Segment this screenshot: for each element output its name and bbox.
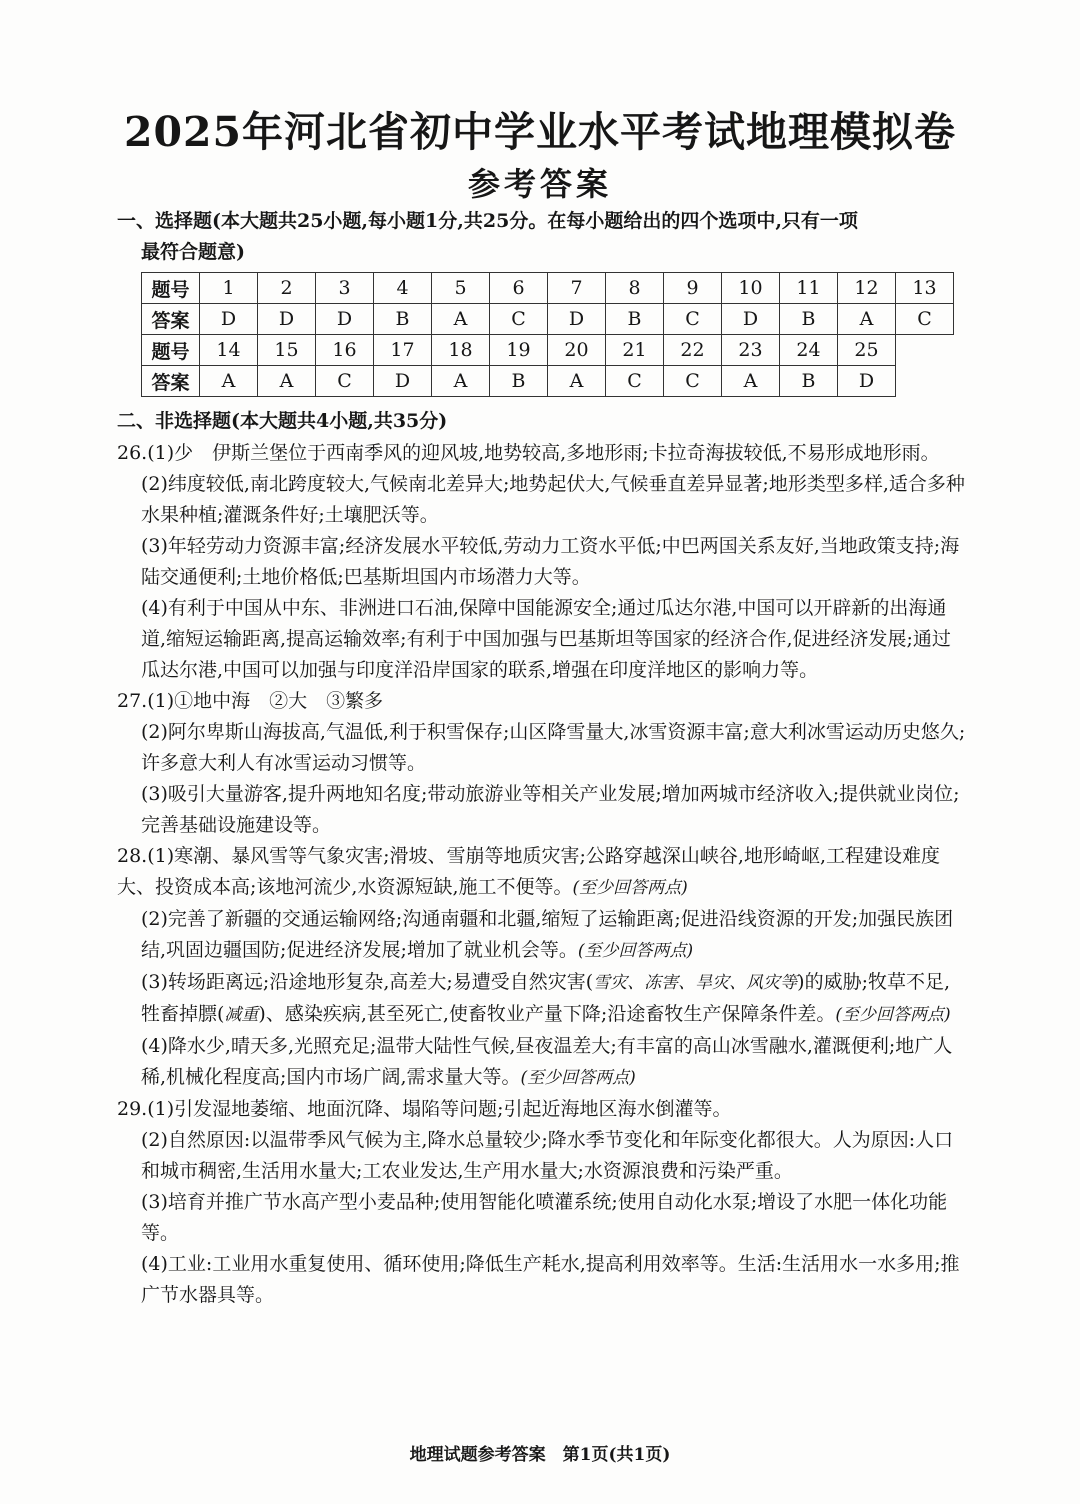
answer-text: )、感染疾病,甚至死亡,使畜牧业产量下降;沿途畜牧生产保障条件差。 xyxy=(258,1003,836,1025)
answer-note: (至少回答两点) xyxy=(520,1068,636,1088)
table-cell: 21 xyxy=(606,335,664,366)
table-cell: 12 xyxy=(838,273,896,304)
table-header-cell: 答案 xyxy=(142,304,200,335)
answer-note: 雪灾、冻害、旱灾、风灾等 xyxy=(593,973,798,993)
question-number: 28. xyxy=(117,845,148,867)
table-row-a1 xyxy=(142,304,954,335)
section-1-heading xyxy=(117,206,967,268)
table-cell: 23 xyxy=(722,335,780,366)
table-cell: A xyxy=(200,366,258,397)
table-cell: C xyxy=(664,366,722,397)
table-cell: C xyxy=(490,304,548,335)
table-cell: 16 xyxy=(316,335,374,366)
table-cell: D xyxy=(548,304,606,335)
table-cell: 4 xyxy=(374,273,432,304)
section-1-heading-line1: 一、选择题(本大题共25小题,每小题1分,共25分。在每小题给出的四个选项中,只有一项 xyxy=(117,210,858,232)
table-cell: C xyxy=(316,366,374,397)
table-cell: A xyxy=(548,366,606,397)
page-title: 2025年河北省初中学业水平考试地理模拟卷 xyxy=(123,108,957,156)
table-header-cell: 答案 xyxy=(142,366,200,397)
page-footer: 地理试题参考答案 第1页(共1页) xyxy=(409,1445,671,1465)
table-cell: B xyxy=(606,304,664,335)
section-1-heading-line2: 最符合题意) xyxy=(141,241,245,263)
table-cell: D xyxy=(316,304,374,335)
table-cell: D xyxy=(374,366,432,397)
table-cell: 5 xyxy=(432,273,490,304)
table-cell: 3 xyxy=(316,273,374,304)
answers-content xyxy=(117,438,967,1311)
question-26 xyxy=(117,438,967,686)
table-cell: B xyxy=(374,304,432,335)
table-cell: 11 xyxy=(780,273,838,304)
table-cell: 14 xyxy=(200,335,258,366)
question-number: 26. xyxy=(117,442,148,464)
table-cell: 2 xyxy=(258,273,316,304)
section-2-heading: 二、非选择题(本大题共4小题,共35分) xyxy=(117,410,448,432)
answer-part: (3)培育并推广节水高产型小麦品种;使用智能化喷灌系统;使用自动化水泵;增设了水肥一体化功能等。 xyxy=(141,1191,948,1244)
answer-text: (4)降水少,晴天多,光照充足;温带大陆性气候,昼夜温差大;有丰富的高山冰雪融水,灌溉便利;地广人稀,机械化程度高;国内市场广阔,需求量大等。 xyxy=(141,1035,953,1088)
question-29 xyxy=(117,1094,967,1311)
table-cell: C xyxy=(606,366,664,397)
table-cell: B xyxy=(780,304,838,335)
question-number: 27. xyxy=(117,690,148,712)
answer-part: (1)寒潮、暴风雪等气象灾害;滑坡、雪崩等地质灾害;公路穿越深山峡谷,地形崎岖,工程建设难度大、投资成本高;该地河流少,水资源短缺,施工不便等。 xyxy=(117,845,941,898)
table-cell: D xyxy=(258,304,316,335)
table-row-q1 xyxy=(142,273,954,304)
table-cell: 9 xyxy=(664,273,722,304)
table-cell: 1 xyxy=(200,273,258,304)
table-cell: 20 xyxy=(548,335,606,366)
table-cell: 18 xyxy=(432,335,490,366)
table-row-q2 xyxy=(142,335,954,366)
table-cell: 13 xyxy=(896,273,954,304)
table-cell: 10 xyxy=(722,273,780,304)
table-cell: 15 xyxy=(258,335,316,366)
answer-part: (1)引发湿地萎缩、地面沉降、塌陷等问题;引起近海地区海水倒灌等。 xyxy=(147,1098,732,1120)
table-header-cell: 题号 xyxy=(142,273,200,304)
table-row-a2 xyxy=(142,366,954,397)
table-cell: A xyxy=(432,366,490,397)
table-cell: 8 xyxy=(606,273,664,304)
answer-part: (4)有利于中国从中东、非洲进口石油,保障中国能源安全;通过瓜达尔港,中国可以开辟新的出海通道,缩短运输距离,提高运输效率;有利于中国加强与巴基斯坦等国家的经济合作,促进经济发展;通过瓜达尔港,中国可以加强与印度洋沿岸国家的联系,增强在印度洋地区的影响力等。 xyxy=(141,597,951,681)
table-empty-cell xyxy=(896,366,954,397)
table-cell: D xyxy=(722,304,780,335)
page-subtitle: 参考答案 xyxy=(467,165,612,203)
answer-part: (2)纬度较低,南北跨度较大,气候南北差异大;地势起伏大,气候垂直差异显著;地形类型多样,适合多种水果种植;灌溉条件好;土壤肥沃等。 xyxy=(141,473,965,526)
question-number: 29. xyxy=(117,1098,148,1120)
table-cell: 19 xyxy=(490,335,548,366)
answer-text: (3)转场距离远;沿途地形复杂,高差大;易遭受自然灾害( xyxy=(141,971,594,993)
table-cell: C xyxy=(896,304,954,335)
answer-note: (至少回答两点) xyxy=(572,878,688,898)
answer-part: (3)年轻劳动力资源丰富;经济发展水平较低,劳动力工资水平低;中巴两国关系友好,当地政策支持;海陆交通便利;土地价格低;巴基斯坦国内市场潜力大等。 xyxy=(141,535,960,588)
answer-part: (2)阿尔卑斯山海拔高,气温低,利于积雪保存;山区降雪量大,冰雪资源丰富;意大利冰雪运动历史悠久;许多意大利人有冰雪运动习惯等。 xyxy=(141,721,966,774)
table-cell: B xyxy=(490,366,548,397)
answer-note: (至少回答两点) xyxy=(577,941,694,961)
table-cell: A xyxy=(838,304,896,335)
table-cell: C xyxy=(664,304,722,335)
answer-text: )的威胁;牧草不足,牲畜掉膘( xyxy=(141,971,951,1025)
table-cell: B xyxy=(780,366,838,397)
table-cell: 24 xyxy=(780,335,838,366)
table-cell: D xyxy=(838,366,896,397)
table-cell: A xyxy=(432,304,490,335)
answer-part: (4)工业:工业用水重复使用、循环使用;降低生产耗水,提高利用效率等。生活:生活用水一水多用;推广节水器具等。 xyxy=(141,1253,960,1306)
table-cell: A xyxy=(722,366,780,397)
table-cell: 22 xyxy=(664,335,722,366)
table-cell: 25 xyxy=(838,335,896,366)
table-header-cell: 题号 xyxy=(142,335,200,366)
question-28 xyxy=(117,841,967,1094)
table-empty-cell xyxy=(896,335,954,366)
answer-note: (至少回答两点) xyxy=(835,1005,951,1025)
answer-note: 减重 xyxy=(224,1005,259,1025)
answer-table xyxy=(141,272,954,397)
table-cell: 7 xyxy=(548,273,606,304)
answer-part: (3)吸引大量游客,提升两地知名度;带动旅游业等相关产业发展;增加两城市经济收入;提供就业岗位;完善基础设施建设等。 xyxy=(141,783,960,836)
answer-text: (2)完善了新疆的交通运输网络;沟通南疆和北疆,缩短了运输距离;促进沿线资源的开发;加强民族团结,巩固边疆国防;促进经济发展;增加了就业机会等。 xyxy=(141,908,954,961)
table-cell: 6 xyxy=(490,273,548,304)
answer-part xyxy=(117,904,967,967)
answer-part: (2)自然原因:以温带季风气候为主,降水总量较少;降水季节变化和年际变化都很大。人为原因:人口和城市稠密,生活用水量大;工农业发达,生产用水量大;水资源浪费和污染严重。 xyxy=(141,1129,954,1182)
answer-part xyxy=(117,1031,967,1094)
answer-part xyxy=(117,967,967,1031)
answer-part: (1)①地中海 ②大 ③繁多 xyxy=(147,690,384,712)
table-cell: A xyxy=(258,366,316,397)
answer-part: (1)少 伊斯兰堡位于西南季风的迎风坡,地势较高,多地形雨;卡拉奇海拔较低,不易形成地形雨。 xyxy=(147,442,940,464)
table-cell: D xyxy=(200,304,258,335)
question-27 xyxy=(117,686,967,841)
table-cell: 17 xyxy=(374,335,432,366)
